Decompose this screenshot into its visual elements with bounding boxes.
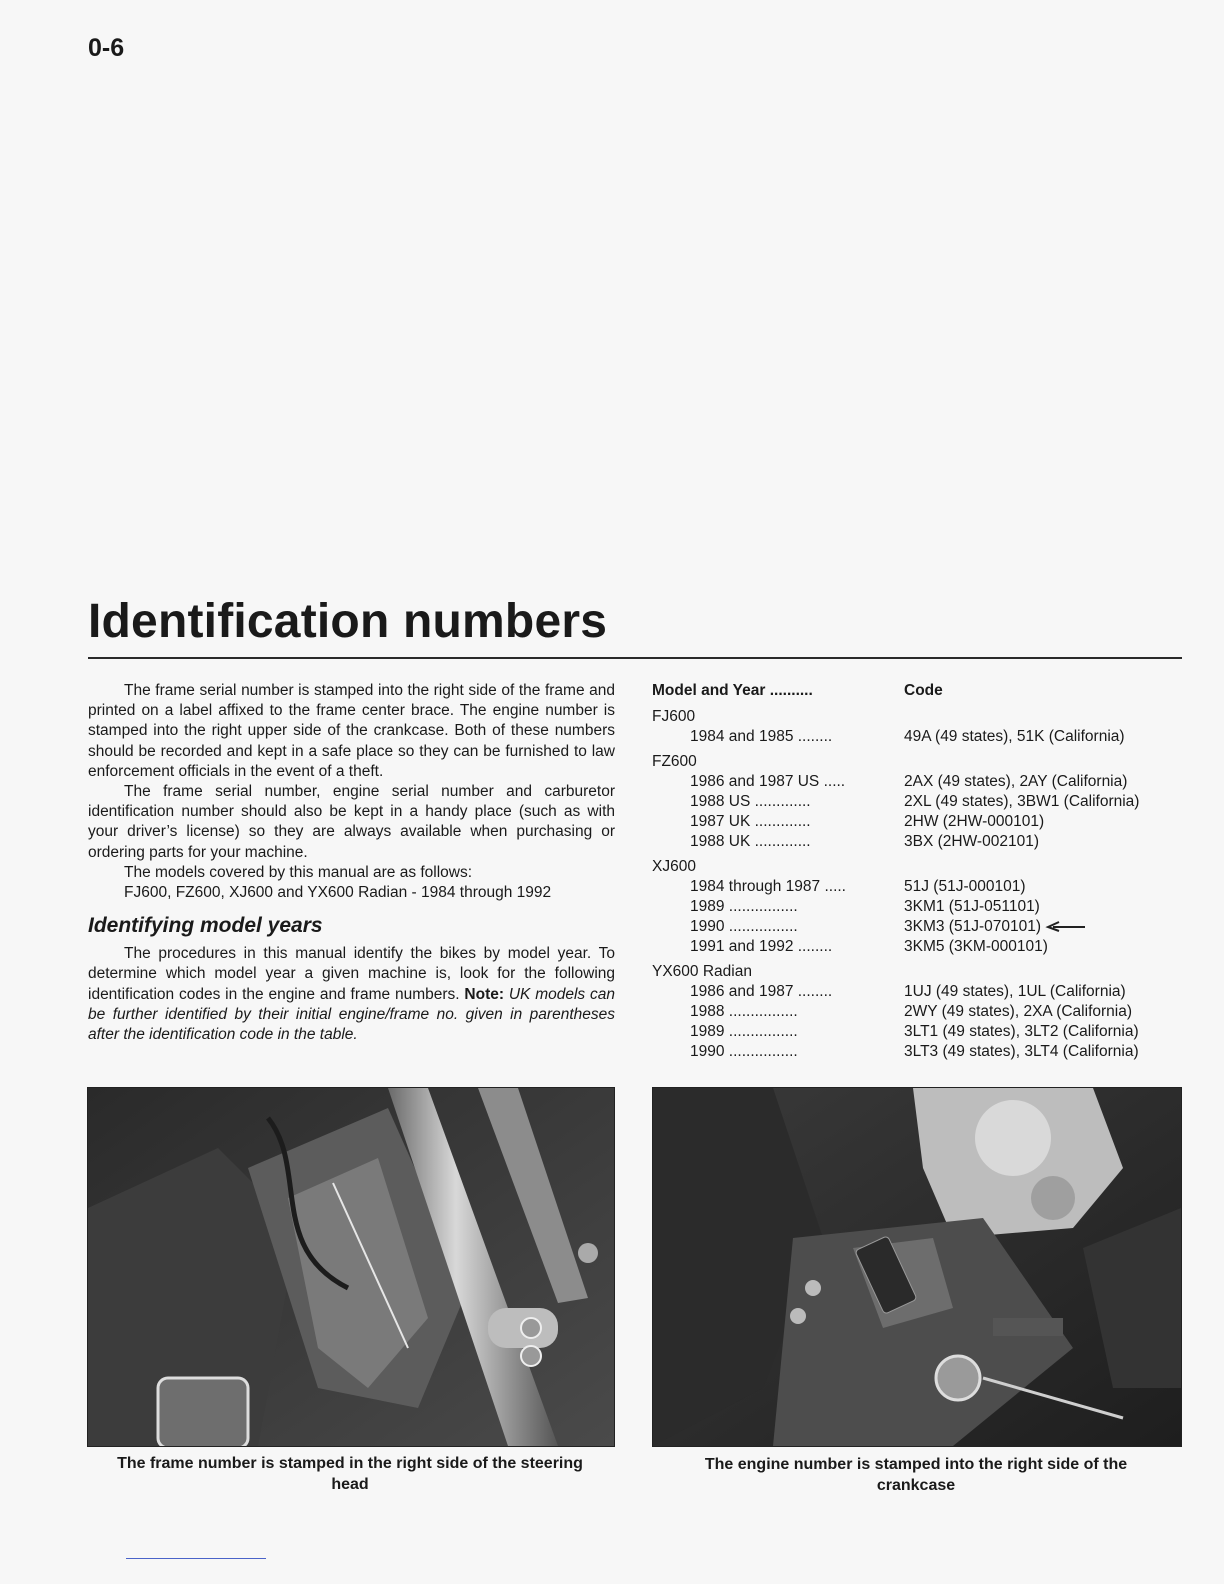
frame-photo-caption: The frame number is stamped in the right side of the steering head [117, 1455, 583, 1493]
engine-photo-caption: The engine number is stamped into the right side of the crankcase [704, 1456, 1128, 1494]
handwritten-arrow-icon [1045, 921, 1087, 933]
paragraph-handy-place: The frame serial number, engine serial number and carburetor identification number should also be kept in a handy place (such as with your driver’s license) so they are always available when purchasing or ordering parts for your machine. [88, 783, 615, 861]
table-row [652, 1042, 1182, 1062]
row-code: 2WY (49 states), 2XA (California) [904, 1003, 1132, 1021]
engine-photo-illustration [653, 1088, 1181, 1446]
row-year: 1986 and 1987 ........ [690, 982, 833, 1000]
table-row [652, 812, 1182, 832]
row-year: 1988 US ............. [690, 793, 811, 811]
row-code-text: 3KM3 (51J-070101) [904, 918, 1041, 936]
subheading-model-years: Identifying model years [88, 914, 323, 938]
table-header [652, 681, 1182, 701]
frame-number-photo [87, 1087, 615, 1447]
table-row [652, 792, 1182, 812]
group-label: XJ600 [652, 857, 696, 875]
note-text: UK models can be further identified by their initial engine/frame no. given in parentheses after the identification code in the table. [88, 985, 615, 1044]
bottom-rule [126, 1558, 266, 1559]
row-year: 1989 ................ [690, 898, 798, 916]
group-yx600 [652, 962, 1182, 1063]
table-row [652, 1002, 1182, 1022]
group-xj600 [652, 857, 1182, 958]
row-code: 3LT3 (49 states), 3LT4 (California) [904, 1043, 1139, 1061]
table-row [652, 727, 1182, 747]
row-year: 1984 through 1987 ..... [690, 877, 846, 895]
row-code: 2HW (2HW-000101) [904, 813, 1045, 831]
group-label: FZ600 [652, 752, 697, 770]
row-year: 1991 and 1992 ........ [690, 938, 833, 956]
row-year: 1987 UK ............. [690, 813, 811, 831]
row-year: 1984 and 1985 ........ [690, 728, 833, 746]
procedures-text: The procedures in this manual identify the bikes by model year. To determine which model year a given machine is, look for the following identification codes in the engine and frame numbers. [88, 945, 615, 1003]
paragraph-models-intro: The models covered by this manual are as follows: [124, 863, 473, 881]
row-code: 1UJ (49 states), 1UL (California) [904, 982, 1126, 1000]
row-year: 1988 UK ............. [690, 833, 811, 851]
header-model-year: Model and Year .......... [652, 682, 813, 699]
table-row [652, 917, 1182, 937]
row-code: 3KM5 (3KM-000101) [904, 938, 1048, 956]
group-label: FJ600 [652, 708, 696, 726]
body-text [88, 681, 615, 1045]
row-code: 3LT1 (49 states), 3LT2 (California) [904, 1023, 1139, 1041]
row-code: 2XL (49 states), 3BW1 (California) [904, 793, 1140, 811]
row-year: 1990 ................ [690, 918, 798, 936]
page-number: 0-6 [88, 34, 125, 62]
row-code: 49A (49 states), 51K (California) [904, 728, 1125, 746]
paragraph-models-list: FJ600, FZ600, XJ600 and YX600 Radian - 1984 through 1992 [124, 884, 552, 902]
frame-photo-illustration [88, 1088, 614, 1446]
engine-number-photo [652, 1087, 1182, 1447]
table-row [652, 877, 1182, 897]
row-year: 1986 and 1987 US ..... [690, 772, 846, 790]
table-row [652, 897, 1182, 917]
row-code [904, 917, 1182, 937]
row-code: 3KM1 (51J-051101) [904, 898, 1040, 916]
table-row [652, 1022, 1182, 1042]
row-year: 1988 ................ [690, 1003, 798, 1021]
paragraph-frame-serial: The frame serial number is stamped into the right side of the frame and printed on a label affixed to the frame center brace. The engine number is stamped into the right upper side of the crankcase. Both of these numbers should be recorded and kept in a safe place so they can be furnished to law enforcement officials in the event of a theft. [88, 682, 615, 780]
group-fj600 [652, 707, 1182, 747]
table-row [652, 937, 1182, 957]
table-row [652, 982, 1182, 1002]
row-code: 2AX (49 states), 2AY (California) [904, 772, 1128, 790]
table-row [652, 772, 1182, 792]
note-label: Note: [464, 985, 505, 1003]
paragraph-procedures [88, 944, 615, 1045]
table-row [652, 832, 1182, 852]
row-code: 51J (51J-000101) [904, 877, 1026, 895]
group-fz600 [652, 752, 1182, 853]
row-year: 1989 ................ [690, 1023, 798, 1041]
row-code: 3BX (2HW-002101) [904, 833, 1039, 851]
identification-table [652, 681, 1182, 1063]
header-code: Code [904, 682, 943, 699]
title-divider [88, 657, 1182, 659]
row-year: 1990 ................ [690, 1043, 798, 1061]
section-title: Identification numbers [88, 595, 608, 648]
group-label: YX600 Radian [652, 962, 752, 980]
